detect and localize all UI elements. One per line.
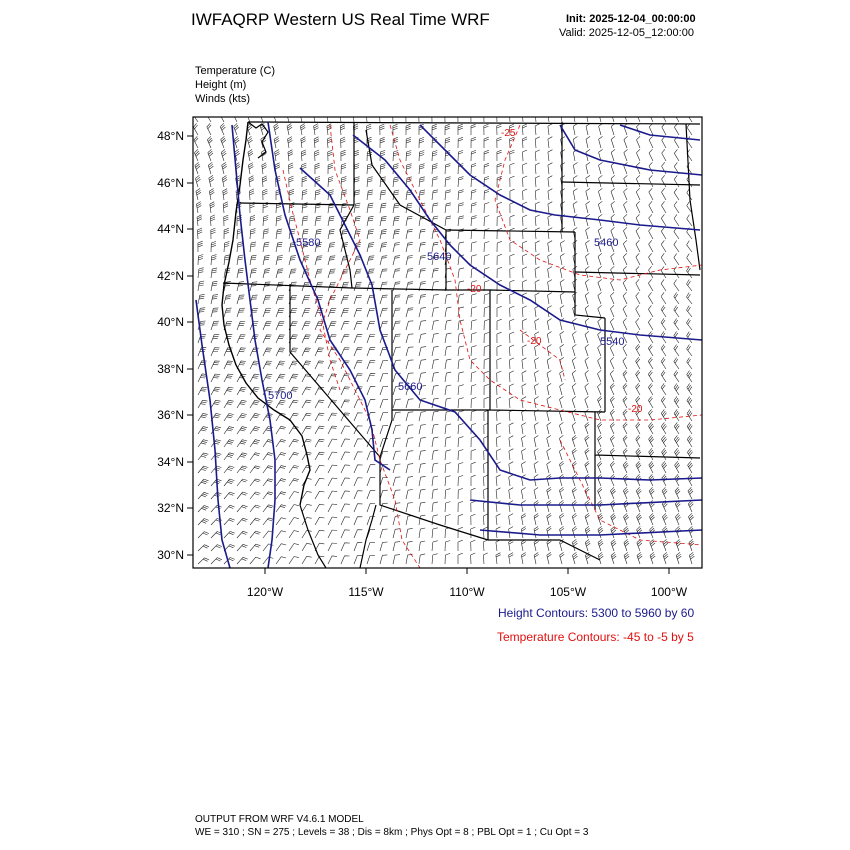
valid-time: Valid: 2025-12-05_12:00:00 bbox=[559, 27, 694, 39]
lon-label-115: 115°W bbox=[348, 585, 384, 599]
map-frame bbox=[193, 117, 702, 568]
lat-label-44: 44°N bbox=[157, 222, 184, 236]
state-boundaries bbox=[223, 122, 700, 560]
temp-label-4: -20 bbox=[628, 404, 643, 415]
temperature-contours-legend: Temperature Contours: -45 to -5 by 5 bbox=[497, 630, 694, 644]
lat-label-30: 30°N bbox=[157, 548, 184, 562]
footer-model-line: OUTPUT FROM WRF V4.6.1 MODEL bbox=[195, 814, 364, 825]
lon-label-110: 110°W bbox=[449, 585, 485, 599]
lat-label-38: 38°N bbox=[157, 362, 184, 376]
footer-config-line: WE = 310 ; SN = 275 ; Levels = 38 ; Dis = 8km ; Phys Opt = 8 ; PBL Opt = 1 ; Cu Opt = 3 bbox=[195, 827, 589, 838]
variable-height: Height (m) bbox=[195, 79, 247, 91]
lat-label-48: 48°N bbox=[157, 129, 184, 143]
lat-label-36: 36°N bbox=[157, 408, 184, 422]
temp-label-3: -20 bbox=[527, 336, 542, 347]
chart-title: IWFAQRP Western US Real Time WRF bbox=[191, 10, 490, 29]
temp-label-2: -20 bbox=[467, 284, 482, 295]
height-label-5640: 5640 bbox=[427, 251, 452, 263]
height-label-5460: 5460 bbox=[594, 237, 619, 249]
temp-label-1: -25 bbox=[501, 128, 516, 139]
init-time: Init: 2025-12-04_00:00:00 bbox=[566, 13, 696, 25]
lon-label-100: 100°W bbox=[650, 585, 688, 599]
lon-label-105: 105°W bbox=[549, 585, 587, 599]
variable-winds: Winds (kts) bbox=[195, 93, 250, 105]
lat-label-32: 32°N bbox=[157, 501, 184, 515]
pacific-coastline bbox=[222, 122, 310, 505]
height-contours-legend: Height Contours: 5300 to 5960 by 60 bbox=[498, 606, 695, 620]
lon-label-120: 120°W bbox=[246, 585, 284, 599]
gulf-of-california-shore bbox=[360, 505, 376, 568]
height-label-5580: 5580 bbox=[296, 237, 321, 249]
lat-label-34: 34°N bbox=[157, 455, 184, 469]
latitude-axis bbox=[157, 129, 193, 562]
lat-label-40: 40°N bbox=[157, 315, 184, 329]
height-label-5540: 5540 bbox=[600, 336, 625, 348]
lat-label-42: 42°N bbox=[157, 269, 184, 283]
height-label-5700: 5700 bbox=[268, 390, 293, 402]
height-label-5660: 5660 bbox=[398, 381, 423, 393]
lat-label-46: 46°N bbox=[157, 176, 184, 190]
baja-coastline bbox=[300, 505, 326, 568]
longitude-axis bbox=[247, 568, 688, 599]
variable-temperature: Temperature (C) bbox=[195, 65, 276, 77]
